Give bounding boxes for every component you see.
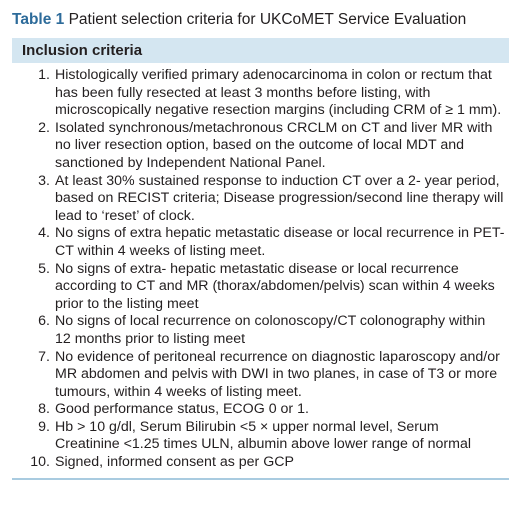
criteria-item [12, 401, 509, 419]
criteria-item-number: 5. [38, 260, 50, 277]
criteria-item [12, 313, 509, 348]
criteria-item-text: At least 30% sustained response to induction CT over a 2- year period, based on RECIST criteria; Disease progression/second line therapy will lead to ‘reset’ of clock. [55, 172, 504, 224]
criteria-item-text: Histologically verified primary adenocarcinoma in colon or rectum that has been fully resected at least 3 months before listing, with microscopically negative resection margins (including CRM of ≥ 1 mm). [55, 67, 502, 119]
criteria-item-number: 4. [38, 225, 50, 242]
criteria-item-number: 8. [38, 401, 50, 418]
criteria-item-text: Signed, informed consent as per GCP [55, 454, 294, 471]
criteria-item-number: 9. [38, 418, 50, 435]
criteria-item [12, 349, 509, 402]
table-title: Patient selection criteria for UKCoMET Service Evaluation [68, 11, 467, 28]
criteria-list [12, 63, 509, 478]
table-caption [12, 10, 466, 30]
criteria-item-number: 2. [38, 119, 50, 136]
criteria-item-text: No signs of extra- hepatic metastatic disease or local recurrence according to CT and MR (thorax/abdomen/pelvis) scan within 4 weeks prior to the listing meet [55, 260, 495, 312]
table-label: Table 1 [12, 11, 65, 28]
criteria-item-text: Good performance status, ECOG 0 or 1. [55, 401, 309, 418]
criteria-item-number: 1. [38, 67, 50, 83]
criteria-table [12, 38, 509, 480]
criteria-item-text: No signs of extra hepatic metastatic disease or local recurrence in PET- CT within 4 weeks of listing meet. [55, 225, 505, 259]
table-header: Inclusion criteria [12, 38, 509, 63]
criteria-item [12, 454, 509, 472]
criteria-item-text: No signs of local recurrence on colonoscopy/CT colonography within 12 months prior to listing meet [55, 313, 486, 347]
criteria-item-number: 10. [30, 454, 50, 471]
criteria-item [12, 67, 509, 120]
criteria-item-number: 6. [38, 313, 50, 330]
criteria-item [12, 419, 509, 454]
criteria-item-text: Isolated synchronous/metachronous CRCLM on CT and liver MR with no liver resection option, based on the outcome of local MDT and sanctioned by Independent National Panel. [55, 119, 493, 171]
criteria-item-text: Hb > 10 g/dl, Serum Bilirubin <5 × upper normal level, Serum Creatinine <1.25 times ULN, albumin above lower range of normal [55, 418, 471, 453]
criteria-item-number: 3. [38, 172, 50, 189]
criteria-item-number: 7. [38, 348, 50, 365]
criteria-item-text: No evidence of peritoneal recurrence on diagnostic laparoscopy and/or MR abdomen and pelvis with DWI in two planes, in case of T3 or more tumours, within 4 weeks of listing meet. [55, 348, 500, 400]
criteria-item [12, 261, 509, 314]
criteria-item [12, 225, 509, 260]
criteria-item [12, 173, 509, 226]
criteria-item [12, 120, 509, 173]
